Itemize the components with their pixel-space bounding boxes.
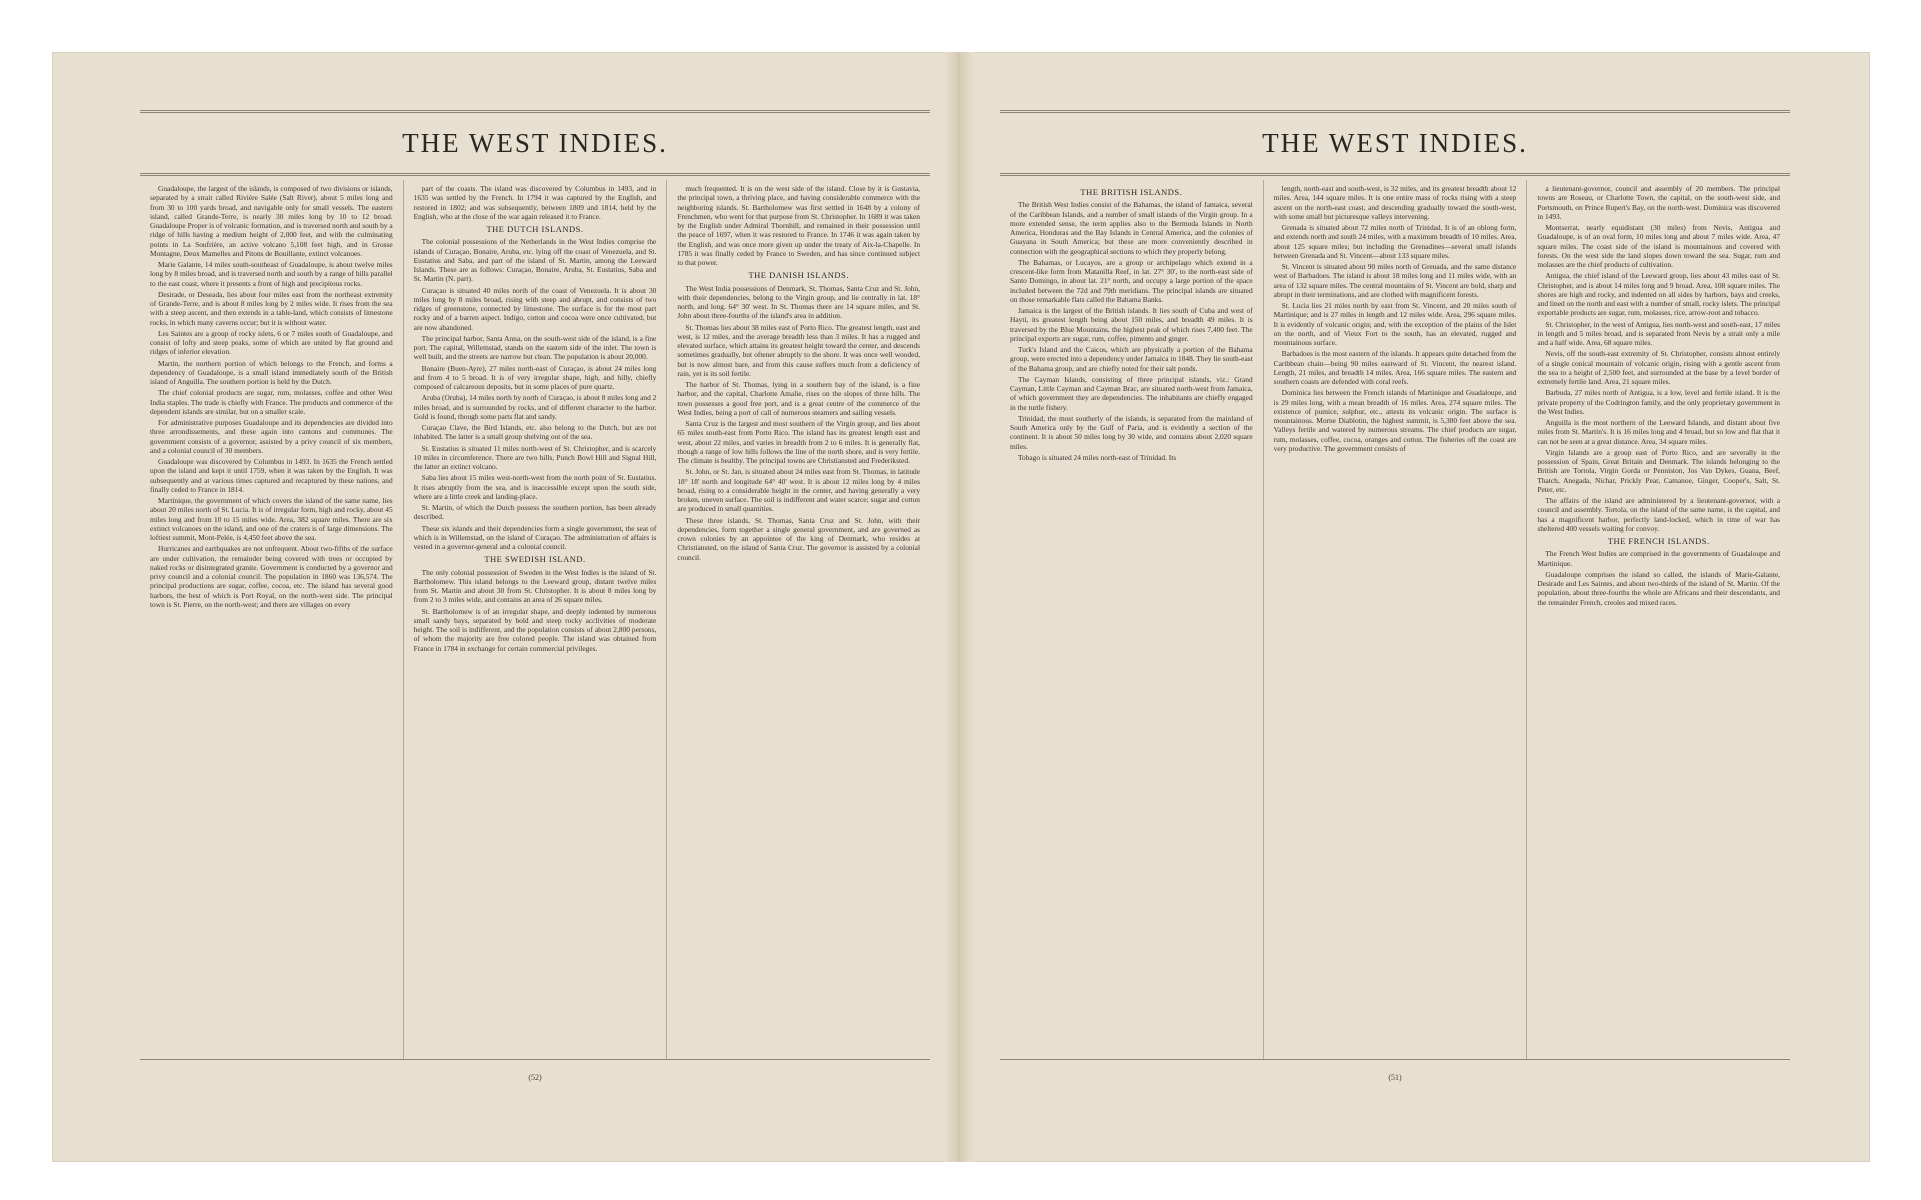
paragraph: Desirade, or Deseada, lies about four miles east from the northeast extremity of Grande-Terre, and is about 8 miles long by 2 miles wide. It rises from the sea with a steep ascent, and then extends in a table-land, which consists of limestone rocks, in which many caverns occur; but it is without water. [150,289,393,327]
paragraph: The Bahamas, or Lucayos, are a group or archipelago which extend in a crescent-like form from Matanilla Reef, in lat. 27° 30', to the north-east side of Santo Domingo, in about lat. 21° north, and occupy a large portion of the space included between the 72d and 79th meridians. The principal islands are situated on those remarkable flats called the Bahama Banks. [1010,257,1253,304]
paragraph: Martin, the northern portion of which belongs to the French, and forms a dependency of Guadaloupe, is a small island immediately south of the British island of Anguilla. The southern portion is held by the Dutch. [150,358,393,386]
right-page-title: THE WEST INDIES. [1262,128,1528,158]
paragraph: Guadaloupe was discovered by Columbus in 1493. In 1635 the French settled upon the island and kept it until 1759, when it was taken by the English. It was subsequently and at various times captured and recaptured by these nations, and finally ceded to France in 1814. [150,457,393,494]
paragraph: Bonaire (Buen-Ayre), 27 miles north-east of Curaçao, is about 24 miles long and from 4 to 5 broad. It is of very irregular shape, high, and hilly, chiefly composed of calcareous deposits, but in some places of pure quartz. [413,363,657,391]
paragraph: Barbadoes is the most eastern of the islands. It appears quite detached from the Caribbean chain—being 90 miles eastward of St. Vincent, the nearest island. Length, 21 miles, and breadth 14 miles. Area, 166 square miles. The eastern and southern coasts are defended with coral reefs. [1273,349,1517,386]
left-page-title: THE WEST INDIES. [402,128,668,158]
paragraph: The harbor of St. Thomas, lying in a southern bay of the island, is a fine harbor, and the capital, Charlotte Amalie, rises on the slopes of three hills. The town possesses a good free port, and is a great centre of the commerce of the West Indies, being a port of call of numerous steamers and sailing vessels. [677,380,921,417]
paragraph: St. Vincent is situated about 90 miles north of Grenada, and the same distance west of Barbadoes. The island is about 18 miles long and 11 miles wide, with an area of 132 square miles. The central mountains of St. Vincent are bold, sharp and abrupt in their terminations, and are clothed with magnificent forests. [1273,262,1517,299]
left-col-1 [140,180,403,1059]
paragraph: The West India possessions of Denmark, St. Thomas, Santa Cruz and St. John, with their dependencies, belong to the Virgin group, and lie centrally in lat. 18° north, and long. 64° 30' west. In St. Thomas there are 14 square miles, and St. John about three-fourths of the island's area in addition. [677,283,921,321]
paragraph: Dominica lies between the French islands of Martinique and Guadaloupe, and is 29 miles long, with a mean breadth of 16 miles. Area, 274 square miles. The existence of pumice, sulphur, etc., attests its volcanic origin. The surface is mountainous. Morne Diablotin, the highest summit, is 5,300 feet above the sea. Valleys fertile and watered by numerous streams. The chief products are sugar, rum, molasses, coffee, cocoa, oranges and cotton. The fisheries off the coast are very productive. The government consists of [1273,388,1517,453]
paragraph: Aruba (Oruba), 14 miles north by north of Curaçao, is about 8 miles long and 2 miles broad, and is surrounded by rocks, and of different character to the harbor. Gold is found, though some parts flat and sandy. [413,393,657,421]
paragraph: The chief colonial products are sugar, rum, molasses, coffee and other West India staples. The trade is chiefly with France. The products and commerce of the dependent islands are similar, but on a smaller scale. [150,388,393,416]
paragraph: St. Eustatius is situated 11 miles north-west of St. Christopher, and is scarcely 10 miles in circumference. There are two hills, Punch Bowl Hill and Signal Hill, the latter an extinct volcano. [413,443,657,471]
paragraph: The affairs of the island are administered by a lieutenant-governor, with a council and assembly. Tortola, on the island of the same name, is the capital, and has a magnificent harbor, perfectly land-locked, which in time of war has sheltered 400 vessels waiting for convoy. [1537,496,1781,533]
left-col-2 [403,180,667,1059]
leeward-paragraphs [1537,184,1780,533]
paragraph: a lieutenant-governor, council and assembly of 20 members. The principal towns are Roseau, or Charlotte Town, the capital, on the south-west side, and Portsmouth, on Prince Rupert's Bay, on the north-west. Dominica was discovered in 1493. [1537,184,1781,221]
paragraph: Les Saintes are a group of rocky islets, 6 or 7 miles south of Guadaloupe, and consist of lofty and steep peaks, some of which are united by flat ground and ridges of inferior elevation. [150,328,393,357]
paragraph: Jamaica is the largest of the British islands. It lies south of Cuba and west of Hayti, its greatest length being about 150 miles, and breadth 49 miles. It is traversed by the Blue Mountains, the highest peak of which rises 7,400 feet. The principal exports are sugar, rum, coffee, pimento and ginger. [1010,306,1253,343]
left-page [140,110,930,1100]
paragraph: Guadaloupe comprises the island so called, the islands of Marie-Galante, Desirade and Les Saintes, and about two-thirds of the island of St. Martin. Of the population, about three-fourths the whole are Africans and their descendants, and the remainder French, creoles and mixed races. [1537,569,1781,607]
paragraph: The French West Indies are comprised in the governments of Guadaloupe and Martinique. [1537,549,1781,568]
section-heading-french: THE FRENCH ISLANDS. [1607,536,1710,546]
paragraph: Saba lies about 15 miles west-north-west from the north point of St. Eustatius. It rises abruptly from the sea, and is inaccessible except upon the south side, where are a little creek and landing-place. [413,473,657,501]
paragraph: For administrative purposes Guadaloupe and its dependencies are divided into three arrondissements, and these again into cantons and communes. The government consists of a governor, assisted by a privy council of six members, and a colonial council of 30 members. [150,418,393,455]
french-paragraphs [1537,549,1780,607]
british-paragraphs [1010,200,1253,462]
right-col-3 [1526,180,1790,1059]
paragraph: Curaçao Clave, the Bird Islands, etc. also belong to the Dutch, but are not inhabited. The latter is a small group shelving out of the sea. [413,423,657,442]
section-heading-swedish: THE SWEDISH ISLAND. [484,554,586,565]
paragraph: Santa Cruz is the largest and most southern of the Virgin group, and lies about 65 miles south-east from Porto Rico. The island has its greatest length east and west, about 22 miles, and varies in breadth from 2 to 6 miles. It is generally flat, though a range of low hills follows the line of the north shore, and is very fertile. The climate is healthy. The principal towns are Christiansted and Frederiksted. [677,419,921,465]
right-col-1 [1000,180,1263,1059]
paragraph: The British West Indies consist of the Bahamas, the island of Jamaica, several of the Caribbean Islands, and a number of small islands of the Virgin group. In a more extended sense, the term applies also to the Bermuda Islands in North America, Honduras and the Bay Islands in Central America, and the colonies of Guayana in South America; but these are more conveniently described in connection with the geographical sections to which they properly belong. [1010,200,1253,256]
section-heading-dutch: THE DUTCH ISLANDS. [486,224,584,234]
right-page-columns [1000,180,1790,1060]
left-page-columns [140,180,930,1060]
paragraph: Antigua, the chief island of the Leeward group, lies about 43 miles east of St. Christopher, and is about 14 miles long and 9 broad. Area, 108 square miles. The shores are high and rocky, and indented on all sides by harbors, bays and creeks, and lined on the north and east with a number of small, rocky islets. The principal exportable products are sugar, rum, molasses, rice, arrow-root and tobacco. [1537,271,1781,318]
paragraph: St. Martin, of which the Dutch possess the southern portion, has been already described. [413,503,657,522]
paragraph: Nevis, off the south-east extremity of St. Christopher, consists almost entirely of a single conical mountain of volcanic origin, rising with a gentle ascent from the sea to a height of 2,500 feet, and surrounded at the base by a level border of extremely fertile land. Area, 21 square miles. [1537,349,1781,386]
danish-paragraphs [677,284,920,562]
paragraph: part of the coasts. The island was discovered by Columbus in 1493, and in 1635 was settled by the French. In 1794 it was captured by the English, and restored in 1802; and was subsequently, between 1809 and 1814, held by the English, who at the close of the war again released it to France. [413,184,657,221]
paragraph: much frequented. It is on the west side of the island. Close by it is Gustavia, the principal town, a thriving place, and having considerable commerce with the neighboring islands. St. Bartholomew was first settled in 1648 by a colony of Frenchmen, who went for that purpose from St. Christopher. In 1689 it was taken by the English under Admiral Thornhill, and remained in their possession until the peace of 1697, when it was restored to France. In 1746 it was again taken by the English, and was once more given up under the treaty of Aix-la-Chapelle. In 1785 it was finally ceded by France to Sweden, and has since continued subject to that power. [677,184,921,267]
right-page [1000,110,1790,1100]
paragraph: Anguilla is the most northern of the Leeward Islands, and distant about five miles from St. Martin's. It is 16 miles long and 4 broad, but so low and flat that it can not be seen at a great distance. Area, 34 square miles. [1537,418,1781,446]
paragraph: St. Christopher, in the west of Antigua, lies north-west and south-east, 17 miles in length and 5 miles broad, and is separated from Nevis by a strait only a mile and a half wide. Area, 68 square miles. [1537,319,1781,347]
paragraph: The only colonial possession of Sweden in the West Indies is the island of St. Bartholomew. This island belongs to the Leeward group, distant twelve miles from St. Martin and about 30 from St. Christopher. It is about 8 miles long by from 2 to 3 miles wide, and contains an area of 26 square miles. [413,567,657,605]
paragraph: Curaçao is situated 40 miles north of the coast of Venezuela. It is about 30 miles long by 8 miles broad, rising with steep and abrupt, and consists of two ridges of greenstone, connected by limestone. The surface is for the most part rocky and of a barren aspect. Indigo, cotton and cocoa were once cultivated, but are now abandoned. [413,285,657,332]
section-heading-danish: THE DANISH ISLANDS. [748,270,849,281]
paragraph: These six islands and their dependencies form a single government, the seat of which is in Willemstad, on the island of Curaçao. The administration of affairs is vested in a governor-general and a colonial council. [413,523,657,551]
paragraph: Marie Galante, 14 miles south-southeast of Guadaloupe, is about twelve miles long by 8 miles broad, and is traversed north and south by a range of hills parallel to the east coast, where it presents a front of high and precipitous rocks. [150,260,393,288]
paragraph: The principal harbor, Santa Anna, on the south-west side of the island, is a fine port. The capital, Willemstad, stands on the eastern side of the inlet. The town is well built, and the streets are narrow but clean. The population is about 20,000. [413,333,657,362]
paragraph: St. Lucia lies 21 miles north by east from St. Vincent, and 20 miles south of Martinique; and is 27 miles in length and 12 miles wide. Area, 296 square miles. It is evidently of volcanic origin; and, with the exception of the plains of the Islet on the north, and of Vieux Fort to the south, has an elevated, rugged and mountainous surface. [1273,301,1517,347]
right-page-number: (51) [1388,1073,1402,1082]
paragraph: The colonial possessions of the Netherlands in the West Indies comprise the islands of Curaçao, Bonaire, Aruba, etc. lying off the coast of Venezuela, and St. Eustatius and Saba, and part of the island of St. Martin, among the Leeward Islands. These are as follows: Curaçao, Bonaire, Aruba, St. Eustatius, Saba and St. Martin (N. part). [413,237,657,284]
paragraph: St. Thomas lies about 38 miles east of Porto Rico. The greatest length, east and west, is 12 miles, and the average breadth less than 3 miles. It has a rugged and elevated surface, which attains its greatest height toward the center, and descends sometimes gradually, but oftener abruptly to the shore. It was once well wooded, but is now almost bare, and from this cause suffers much from a deficiency of rain, yet is its soil fertile. [677,322,921,378]
book-gutter [944,52,974,1162]
paragraph: The Cayman Islands, consisting of three principal islands, viz.: Grand Cayman, Little Cayman and Cayman Brac, are situated north-west from Jamaica, of which government they are dependencies. The inhabitants are chiefly engaged in the turtle fishery. [1010,374,1253,412]
left-col-3 [666,180,930,1059]
paragraph: Turk's Island and the Caicos, which are physically a portion of the Bahama group, were erected into a dependency under Jamaica in 1848. They lie south-east of the Bahama group, and are chiefly noted for their salt ponds. [1010,345,1253,373]
section-heading-british: THE BRITISH ISLANDS. [1080,187,1183,197]
paragraph: Grenada is situated about 72 miles north of Trinidad. It is of an oblong form, and extends north and south 24 miles, with a maximum breadth of 10 miles. Area, about 125 square miles; but including the Grenadines—several small islands between Grenada and St. Vincent—about 133 square miles. [1273,223,1517,260]
dutch-paragraphs [414,237,657,551]
right-page-header [1000,110,1790,176]
paragraph: Hurricanes and earthquakes are not unfrequent. About two-fifths of the surface are under cultivation, the remainder being covered with trees or occupied by naked rocks or disintegrated granite. Government is conducted by a governor and privy council and a colonial council. The population in 1860 was 136,574. The principal productions are sugar, coffee, cocoa, etc. The island has several good harbors, the best of which is Port Royal, on the north-west side. The principal town is St. Pierre, on the north-west; and there are villages on every [150,544,393,609]
paragraph: These three islands, St. Thomas, Santa Cruz and St. John, with their dependencies, form together a single general government, and are governed as crown colonies by an appointee of the king of Denmark, who resides at Christiansted, on the island of Santa Cruz. The governor is assisted by a colonial council. [677,515,921,562]
paragraph: St. Bartholomew is of an irregular shape, and deeply indented by numerous small sandy bays, separated by bold and steep rocky acclivities of moderate height. The soil is indifferent, and the population consists of about 2,800 persons, of whom the majority are free colored people. The island was obtained from France in 1784 in exchange for certain commercial privileges. [413,606,657,653]
paragraph: Virgin Islands are a group east of Porto Rico, and are severally in the possession of Spain, Great Britain and Denmark. The islands belonging to the British are Tortola, Virgin Gorda or Penniston, Jos Van Dykes, Guana, Beef, Thatch, Anegada, Nichar, Prickly Pear, Camanoe, Ginger, Cooper's, Salt, St. Peter, etc. [1537,447,1781,494]
right-col-2 [1263,180,1527,1059]
left-page-header [140,110,930,176]
paragraph: Barbuda, 27 miles north of Antigua, is a low, level and fertile island. It is the private property of the Codrington family, and the only proprietary government in the West Indies. [1537,388,1781,416]
paragraph: length, north-east and south-west, is 32 miles, and its greatest breadth about 12 miles. Area, 144 square miles. It is one entire mass of rocks rising with a steep ascent on the north-east coast, and descending gradually toward the south-west, with some small but picturesque valleys intervening. [1273,184,1517,221]
paragraph: Tobago is situated 24 miles north-east of Trinidad. Its [1018,452,1177,462]
paragraph: St. John, or St. Jan, is situated about 24 miles east from St. Thomas, in latitude 18° 18' north and longitude 64° 40' west. It is about 12 miles long by 4 miles broad, rising to a considerable height in the center, and having generally a very broken, uneven surface. The soil is indifferent and water scarce; sugar and cotton are produced in small quantities. [677,467,921,514]
left-page-number: (52) [528,1073,542,1082]
paragraph: Guadaloupe, the largest of the islands, is composed of two divisions or islands, separated by a strait called Rivière Salée (Salt River), about 5 miles long and from 30 to 100 yards broad, and navigable only for small vessels. The eastern island, called Grande-Terre, is nearly 30 miles long by 10 to 12 broad. Guadaloupe Proper is of volcanic formation, and is traversed north and south by a ridge of hills having a medium height of 2,000 feet, and with the culminating points in La Soufrière, an active volcano 5,108 feet high, and in Grosse Montagne, Deux Mamelles and Pitons de Bouillante, extinct volcanoes. [150,184,393,258]
paragraph: Trinidad, the most southerly of the islands, is separated from the mainland of South America only by the Gulf of Paria, and is evidently a section of the continent. It is about 50 miles long by 30 wide, and contains about 2,020 square miles. [1010,413,1253,451]
paragraph: Martinique, the government of which covers the island of the same name, lies about 20 miles north of St. Lucia. It is of irregular form, high and rocky, about 45 miles long and from 10 to 15 miles wide. Area, 382 square miles. There are six extinct volcanoes on the island, and one of the craters is of large dimensions. The loftiest summit, Mont-Pelée, is 4,450 feet above the sea. [150,496,393,542]
paragraph: Montserrat, nearly equidistant (30 miles) from Nevis, Antigua and Guadaloupe, is of an oval form, 10 miles long and about 7 miles wide. Area, 47 square miles. The coast side of the island is mountainous and covered with forests. On the west side the land slopes down toward the sea. Sugar, rum and molasses are the chief products of cultivation. [1537,223,1781,269]
swedish-paragraphs [414,568,657,653]
